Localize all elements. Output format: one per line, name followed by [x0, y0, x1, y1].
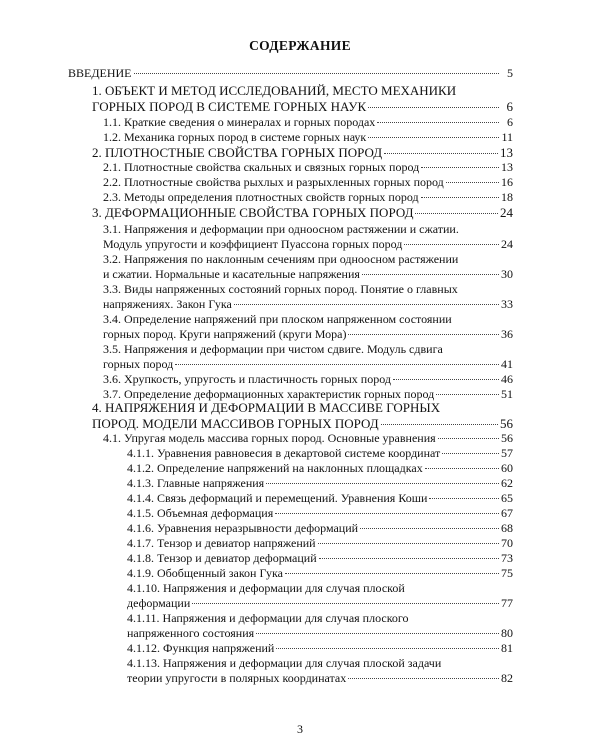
toc-page-number: 70 — [501, 536, 513, 550]
dot-leader — [362, 274, 499, 275]
toc-entry[interactable] — [127, 611, 513, 641]
toc-entry[interactable] — [103, 222, 513, 252]
toc-page-number: 56 — [501, 431, 513, 445]
toc-entry-text: 2. ПЛОТНОСТНЫЕ СВОЙСТВА ГОРНЫХ ПОРОД — [92, 145, 383, 160]
toc-page-number: 18 — [501, 190, 513, 204]
toc-entry[interactable] — [127, 521, 513, 536]
toc-entry-text: 1.1. Краткие сведения о минералах и горных породах — [103, 115, 376, 129]
toc-entry[interactable] — [127, 551, 513, 566]
toc-entry-text: 2.1. Плотностные свойства скальных и связных горных пород — [103, 160, 420, 174]
toc-entry-text: 3.6. Хрупкость, упругость и пластичность горных пород — [103, 372, 391, 386]
toc-entry-text: 3. ДЕФОРМАЦИОННЫЕ СВОЙСТВА ГОРНЫХ ПОРОД — [92, 205, 414, 220]
dot-leader — [192, 603, 499, 604]
toc-page-number: 67 — [501, 506, 513, 520]
dot-leader — [438, 438, 499, 439]
toc-entry[interactable] — [127, 476, 513, 491]
toc-entry[interactable] — [103, 342, 513, 372]
toc-entry-text: теории упругости в полярных координатах — [127, 671, 347, 685]
toc-page-number: 77 — [501, 596, 513, 610]
toc-page-number: 51 — [501, 387, 513, 401]
toc-entry[interactable] — [103, 372, 513, 387]
dot-leader — [421, 167, 499, 168]
dot-leader — [404, 244, 499, 245]
toc-entry-text: напряженного состояния — [127, 626, 255, 640]
toc-page-number: 41 — [501, 357, 513, 371]
toc-page-number: 13 — [501, 160, 513, 174]
toc-page-number: 80 — [501, 626, 513, 640]
page-title: СОДЕРЖАНИЕ — [249, 38, 351, 53]
toc-entry[interactable] — [68, 66, 513, 81]
toc-page-number: 11 — [501, 130, 513, 144]
toc-entry-text: Модуль упругости и коэффициент Пуассона горных пород — [103, 237, 403, 251]
toc-entry-text: 4.1.3. Главные напряжения — [127, 476, 265, 490]
toc-entry-text: 4.1.6. Уравнения неразрывности деформаций — [127, 521, 359, 535]
toc-entry[interactable] — [103, 130, 513, 145]
toc-entry[interactable] — [127, 566, 513, 581]
toc-entry[interactable] — [103, 175, 513, 190]
toc-page-number: 5 — [507, 66, 513, 80]
toc-entry-text: 3.2. Напряжения по наклонным сечениям при одноосном растяжении — [103, 252, 459, 266]
toc-entry-text: 4.1.2. Определение напряжений на наклонных площадках — [127, 461, 423, 475]
toc-entry-text: напряжениях. Закон Гука — [103, 297, 232, 311]
toc-entry[interactable] — [103, 312, 513, 342]
toc-entry-text: ГОРНЫХ ПОРОД В СИСТЕМЕ ГОРНЫХ НАУК — [92, 99, 367, 114]
dot-leader — [348, 334, 499, 335]
dot-leader — [318, 543, 499, 544]
toc-entry[interactable] — [92, 83, 513, 115]
toc-entry[interactable] — [92, 145, 513, 160]
toc-entry-text: ПОРОД. МОДЕЛИ МАССИВОВ ГОРНЫХ ПОРОД — [92, 416, 379, 431]
dot-leader — [377, 122, 499, 123]
dot-leader — [175, 364, 499, 365]
toc-entry-text: 3.4. Определение напряжений при плоском напряженном состоянии — [103, 312, 452, 326]
toc-entry[interactable] — [127, 446, 513, 461]
dot-leader — [256, 633, 499, 634]
toc-entry-text: и сжатии. Нормальные и касательные напряжения — [103, 267, 360, 281]
toc-entry-text: 4.1. Упругая модель массива горных пород. Основные уравнения — [103, 431, 436, 445]
toc-entry-text: ВВЕДЕНИЕ — [68, 66, 132, 80]
toc-entry-text: 3.7. Определение деформационных характеристик горных пород — [103, 387, 435, 401]
dot-leader — [348, 678, 499, 679]
toc-entry[interactable] — [127, 581, 513, 611]
toc-entry-text: 4.1.7. Тензор и девиатор напряжений — [127, 536, 316, 550]
toc-entry-text: 4.1.10. Напряжения и деформации для случая плоской — [127, 581, 405, 595]
dot-leader — [360, 528, 499, 529]
dot-leader — [384, 153, 498, 154]
toc-entry-text: 3.5. Напряжения и деформации при чистом сдвиге. Модуль сдвига — [103, 342, 443, 356]
toc-entry-text: 1.2. Механика горных пород в системе горных наук — [103, 130, 367, 144]
toc-entry-text: 4. НАПРЯЖЕНИЯ И ДЕФОРМАЦИИ В МАССИВЕ ГОРНЫХ — [92, 400, 441, 415]
dot-leader — [421, 197, 499, 198]
toc-entry-text: 2.2. Плотностные свойства рыхлых и разрыхленных горных пород — [103, 175, 444, 189]
toc-page-number: 62 — [501, 476, 513, 490]
toc-page-number: 36 — [501, 327, 513, 341]
dot-leader — [381, 424, 498, 425]
toc-entry[interactable] — [92, 400, 513, 432]
toc-page-number: 75 — [501, 566, 513, 580]
toc-entry[interactable] — [127, 461, 513, 476]
toc-page-number: 6 — [507, 115, 513, 129]
toc-entry-text: горных пород — [103, 357, 174, 371]
toc-entry[interactable] — [103, 252, 513, 282]
toc-page-number: 82 — [501, 671, 513, 685]
toc-entry-text: 4.1.13. Напряжения и деформации для случая плоской задачи — [127, 656, 442, 670]
dot-leader — [276, 648, 499, 649]
toc-entry[interactable] — [103, 431, 513, 446]
toc-page-number: 16 — [501, 175, 513, 189]
toc-page-number: 30 — [501, 267, 513, 281]
toc-entry[interactable] — [127, 506, 513, 521]
dot-leader — [393, 379, 499, 380]
toc-entry-text: 4.1.1. Уравнения равновесия в декартовой системе координат — [127, 446, 441, 460]
toc-page-number: 60 — [501, 461, 513, 475]
toc-entry-text: горных пород. Круги напряжений (круги Мора) — [103, 327, 347, 341]
toc-entry-text: 4.1.11. Напряжения и деформации для случая плоского — [127, 611, 409, 625]
dot-leader — [134, 73, 499, 74]
toc-entry[interactable] — [103, 115, 513, 130]
dot-leader — [275, 513, 499, 514]
toc-entry[interactable] — [103, 160, 513, 175]
dot-leader — [429, 498, 499, 499]
dot-leader — [285, 573, 499, 574]
dot-leader — [425, 468, 499, 469]
toc-page-number: 13 — [500, 145, 513, 160]
toc-entry[interactable] — [103, 282, 513, 312]
toc-page-number: 57 — [501, 446, 513, 460]
toc-entry[interactable] — [127, 656, 513, 686]
toc-entry[interactable] — [127, 641, 513, 656]
dot-leader — [234, 304, 499, 305]
toc-page-number: 56 — [500, 416, 513, 431]
toc-entry[interactable] — [127, 536, 513, 551]
toc-entry-text: 4.1.5. Объемная деформация — [127, 506, 274, 520]
toc-entry-text: 4.1.12. Функция напряжений — [127, 641, 275, 655]
toc-entry[interactable] — [103, 190, 513, 205]
toc-page-number: 33 — [501, 297, 513, 311]
toc-entry[interactable] — [127, 491, 513, 506]
toc-page-number: 65 — [501, 491, 513, 505]
toc-entry-text: 3.3. Виды напряженных состояний горных пород. Понятие о главных — [103, 282, 458, 296]
toc-entry-text: 3.1. Напряжения и деформации при одноосном растяжении и сжатии. — [103, 222, 459, 236]
toc-entry-text: 4.1.9. Обобщенный закон Гука — [127, 566, 283, 580]
toc-page-number: 68 — [501, 521, 513, 535]
dot-leader — [436, 394, 499, 395]
dot-leader — [442, 453, 499, 454]
toc-entry-text: 2.3. Методы определения плотностных свойств горных пород — [103, 190, 419, 204]
dot-leader — [368, 107, 499, 108]
toc-entry-text: 4.1.4. Связь деформаций и перемещений. Уравнения Коши — [127, 491, 428, 505]
page-number: 3 — [297, 722, 303, 736]
dot-leader — [368, 137, 499, 138]
toc-page-number: 46 — [501, 372, 513, 386]
dot-leader — [266, 483, 499, 484]
dot-leader — [446, 182, 499, 183]
toc-page-number: 24 — [501, 237, 513, 251]
dot-leader — [415, 213, 498, 214]
toc-page-number: 81 — [501, 641, 513, 655]
toc-entry[interactable] — [92, 205, 513, 220]
toc-page-number: 73 — [501, 551, 513, 565]
dot-leader — [319, 558, 499, 559]
toc-entry-text: деформации — [127, 596, 191, 610]
toc-page-number: 24 — [500, 205, 513, 220]
toc-entry-text: 1. ОБЪЕКТ И МЕТОД ИССЛЕДОВАНИЙ, МЕСТО МЕХАНИКИ — [92, 83, 457, 98]
toc-entry-text: 4.1.8. Тензор и девиатор деформаций — [127, 551, 317, 565]
toc-page-number: 6 — [506, 99, 513, 114]
